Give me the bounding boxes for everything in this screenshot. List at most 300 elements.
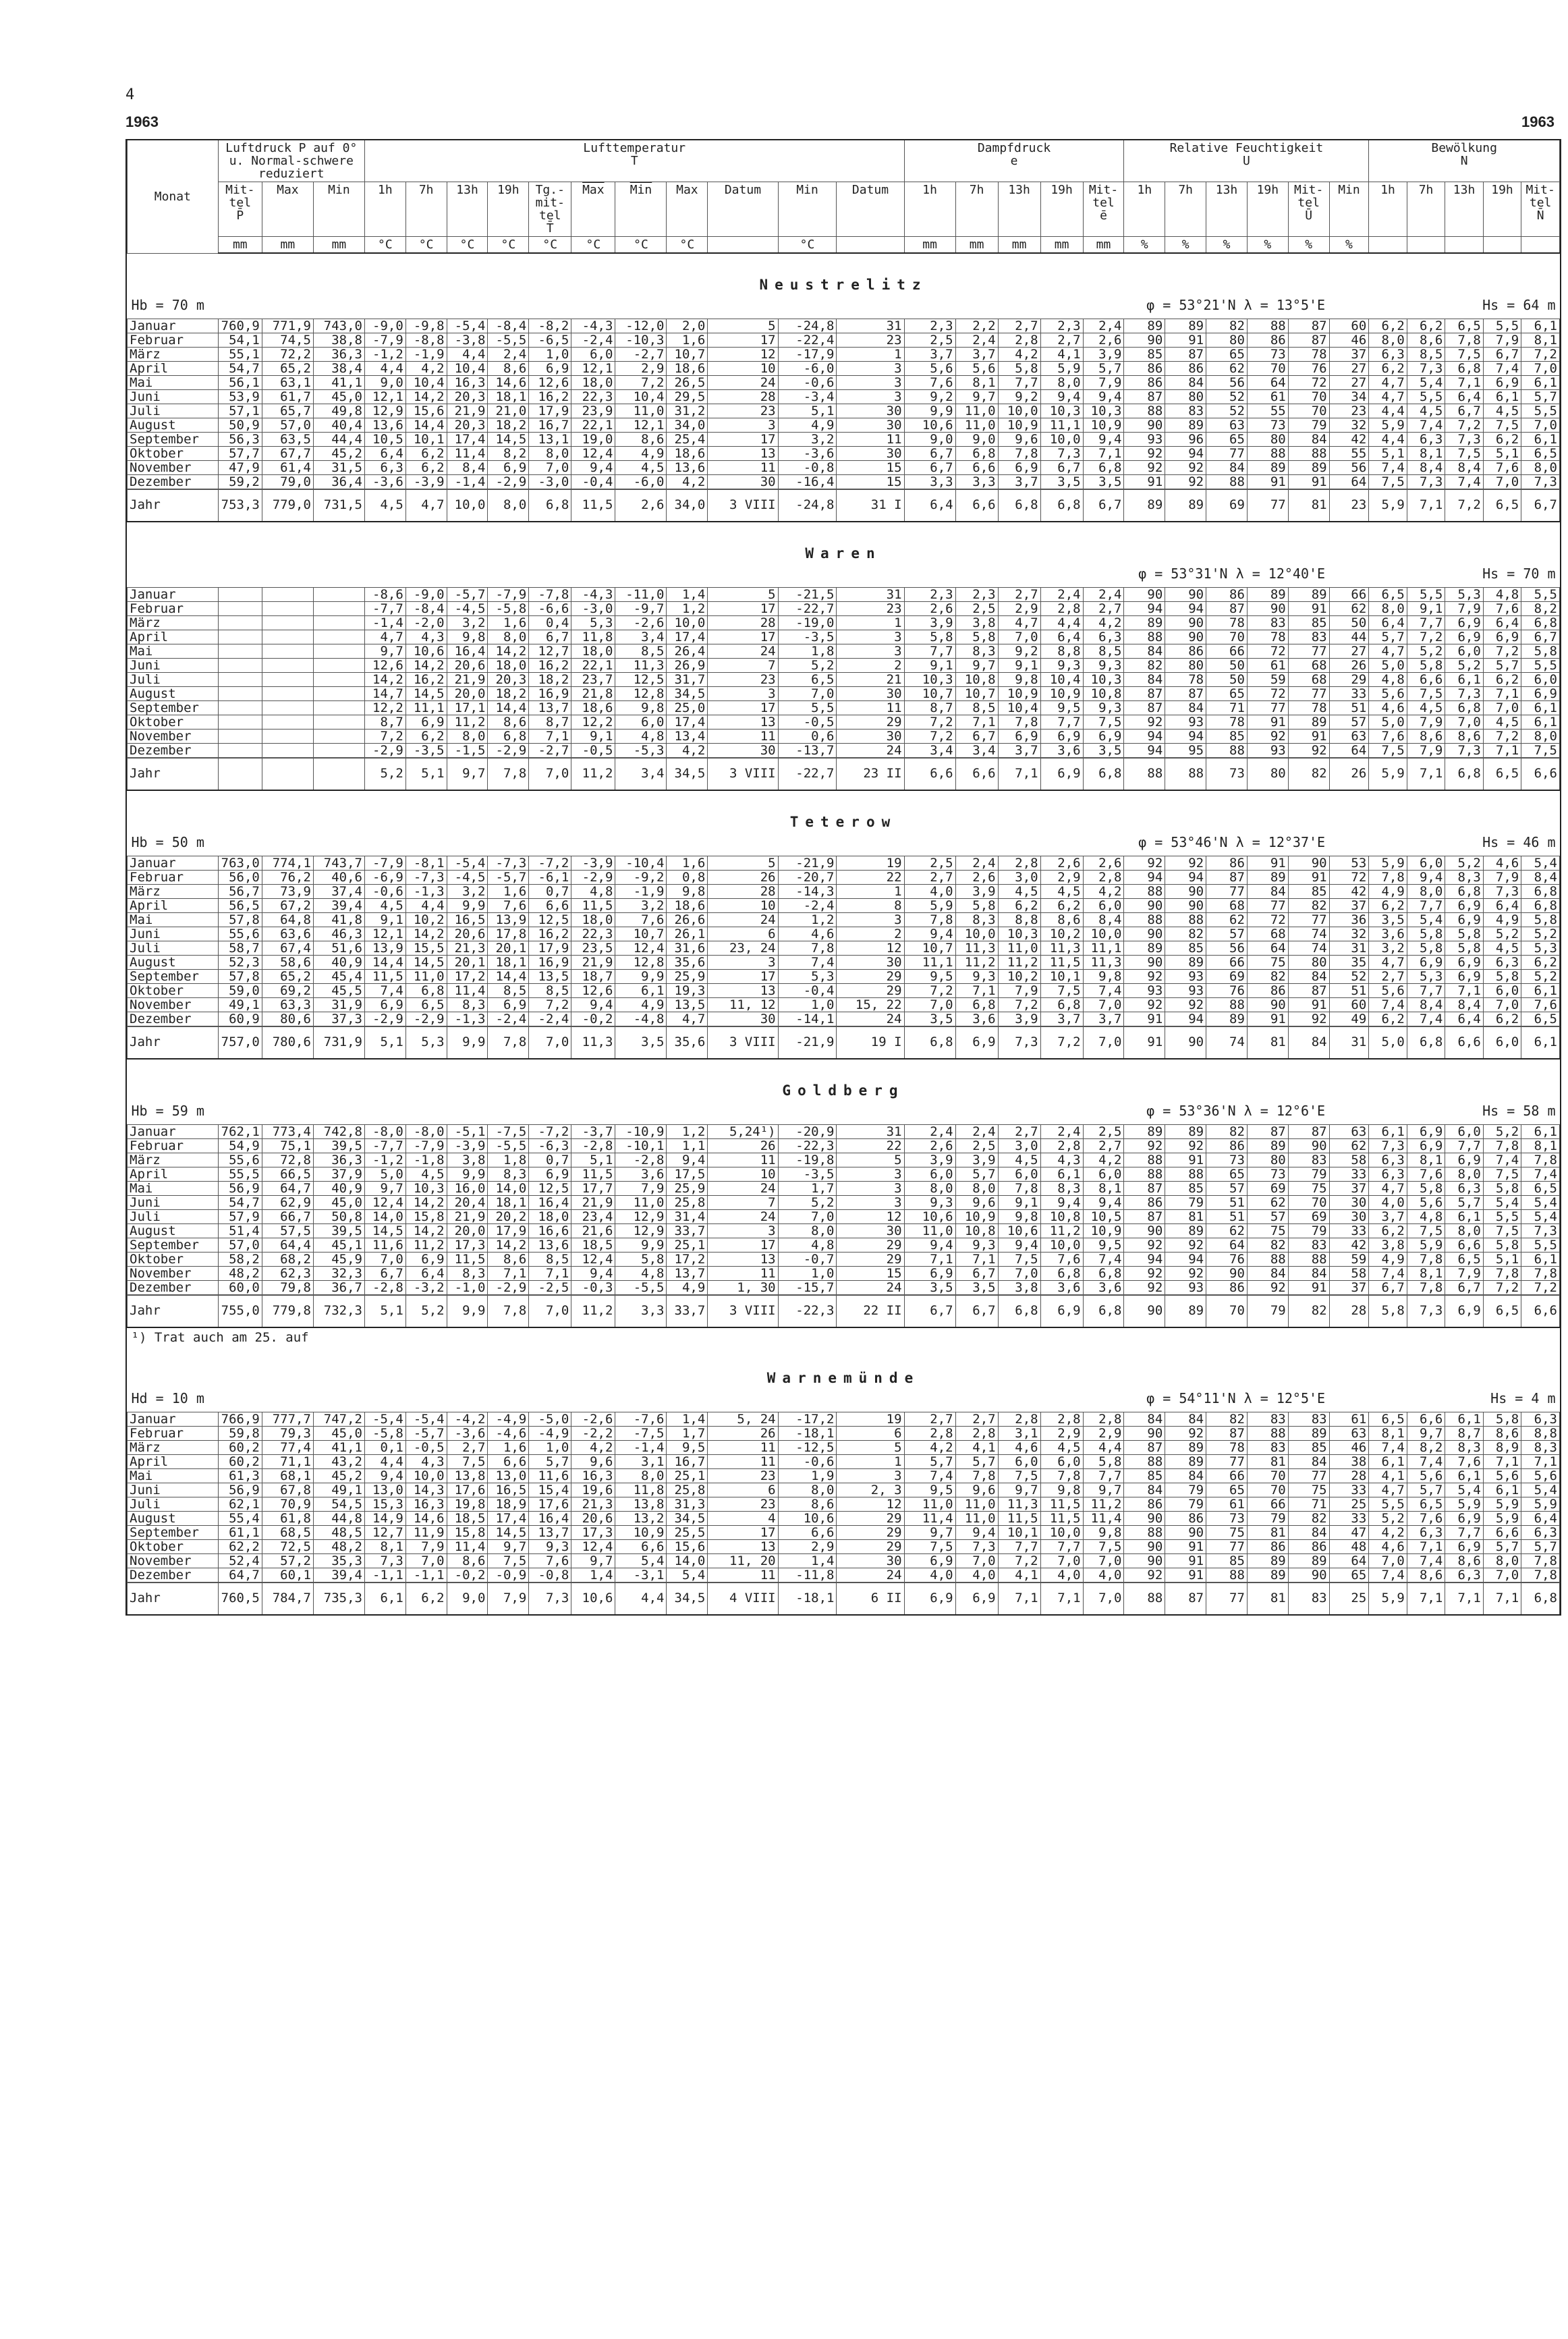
data-cell: 11,0 — [904, 1497, 955, 1512]
data-cell: 8,4 — [1445, 461, 1483, 475]
data-cell: 60,0 — [218, 1281, 262, 1296]
footnote: ¹) Trat auch am 25. auf — [131, 1330, 309, 1345]
data-cell: 14,6 — [488, 376, 529, 390]
year-cell: 760,5 — [218, 1583, 262, 1615]
data-cell: 8,6 — [488, 1253, 529, 1267]
data-cell: 8,0 — [1040, 376, 1083, 390]
data-cell: 7,6 — [1407, 1167, 1445, 1182]
data-cell: 8,1 — [955, 376, 998, 390]
data-cell: -4,3 — [571, 319, 615, 333]
data-cell: 89 — [1165, 1125, 1206, 1139]
data-cell: 54,5 — [313, 1497, 364, 1512]
month-row — [128, 1012, 1560, 1027]
group-cloud — [1369, 140, 1560, 182]
year-cell: 753,3 — [218, 489, 262, 522]
data-cell: -1,1 — [364, 1568, 405, 1583]
data-cell: 5,24¹) — [708, 1125, 778, 1139]
data-cell: 14,0 — [667, 1554, 708, 1568]
data-cell: 7,0 — [364, 1253, 405, 1267]
data-cell: 1,1 — [667, 1139, 708, 1153]
unit-u-7: % — [1165, 237, 1206, 254]
data-cell: 7,6 — [615, 913, 667, 927]
hdr-t-7: 7h — [405, 182, 447, 237]
data-cell: 14,4 — [488, 970, 529, 984]
data-cell: 45,0 — [313, 390, 364, 404]
data-cell: 73 — [1206, 1512, 1248, 1526]
data-cell: 90 — [1124, 1427, 1165, 1441]
data-cell: 91 — [1288, 1281, 1329, 1296]
data-cell: 1 — [837, 885, 904, 899]
data-cell: 5,7 — [1521, 1540, 1560, 1554]
data-cell: 84 — [1288, 1455, 1329, 1469]
data-cell: 63 — [1329, 730, 1369, 744]
data-cell: 12,6 — [364, 659, 405, 673]
data-cell: 30 — [837, 687, 904, 701]
data-cell: 2,7 — [1083, 602, 1124, 616]
data-cell: -4,6 — [488, 1427, 529, 1441]
data-cell: 7,0 — [1483, 701, 1521, 715]
data-cell: 92 — [1247, 1281, 1288, 1296]
data-cell: 89 — [1247, 461, 1288, 475]
data-cell: 10,2 — [1040, 927, 1083, 941]
data-cell: 2,3 — [904, 319, 955, 333]
data-cell: 9,6 — [955, 1483, 998, 1497]
data-cell: 7,5 — [998, 1253, 1040, 1267]
month-row — [128, 404, 1560, 418]
data-cell: 6,8 — [1521, 885, 1560, 899]
data-cell: 11,4 — [447, 1540, 488, 1554]
data-cell: -3,5 — [778, 1167, 837, 1182]
year-cell: 7,1 — [1407, 758, 1445, 790]
data-cell: 6,1 — [1521, 319, 1560, 333]
data-cell: 18,1 — [488, 956, 529, 970]
data-cell: 3,8 — [447, 1153, 488, 1167]
data-cell: 2,7 — [1040, 333, 1083, 348]
data-cell: 89 — [1288, 715, 1329, 730]
data-cell: 56,5 — [218, 899, 262, 913]
data-cell: 11,2 — [447, 715, 488, 730]
data-cell: 28 — [708, 390, 778, 404]
data-cell: 30 — [708, 744, 778, 759]
data-cell: 66 — [1206, 1469, 1248, 1483]
data-cell: 6,9 — [529, 362, 571, 376]
data-cell: 40,9 — [313, 1182, 364, 1196]
data-cell: 19,3 — [667, 984, 708, 998]
data-cell: 94 — [1165, 602, 1206, 616]
data-cell: 83 — [1288, 1412, 1329, 1427]
data-cell: 83 — [1247, 1441, 1288, 1455]
data-cell: 25 — [1329, 1497, 1369, 1512]
data-cell: 52,4 — [218, 1554, 262, 1568]
data-cell: 89 — [1247, 1568, 1288, 1583]
data-cell: 77 — [1206, 1455, 1248, 1469]
data-cell: 7,9 — [1407, 744, 1445, 759]
data-cell: -6,0 — [615, 475, 667, 490]
data-cell: 8,6 — [1040, 913, 1083, 927]
data-cell: 29 — [837, 715, 904, 730]
data-cell: -3,0 — [529, 475, 571, 490]
data-cell: 68 — [1288, 673, 1329, 687]
unit-e-mittel: mm — [1083, 237, 1124, 254]
month-row — [128, 1281, 1560, 1296]
data-cell: 11,5 — [571, 1167, 615, 1182]
data-cell: 16,5 — [488, 1483, 529, 1497]
data-cell: 18,0 — [571, 644, 615, 659]
data-cell: 10,1 — [998, 1526, 1040, 1540]
data-cell: 55 — [1247, 404, 1288, 418]
data-cell: 9,8 — [1083, 970, 1124, 984]
data-cell: 6,1 — [1521, 701, 1560, 715]
data-cell: -11,0 — [615, 588, 667, 602]
data-cell: 0,7 — [529, 885, 571, 899]
data-cell: 62 — [1206, 913, 1248, 927]
data-cell: 7,0 — [405, 1554, 447, 1568]
station-hs: Hs = 64 m — [1482, 297, 1556, 313]
data-cell: 92 — [1124, 715, 1165, 730]
data-cell: 7,5 — [1369, 744, 1407, 759]
data-cell: 9,5 — [904, 970, 955, 984]
data-cell: 86 — [1247, 1540, 1288, 1554]
data-cell: 7,2 — [904, 730, 955, 744]
data-cell: 9,7 — [904, 1526, 955, 1540]
data-cell: 12,4 — [615, 941, 667, 956]
month-label: Februar — [128, 871, 219, 885]
data-cell: 63 — [1329, 1125, 1369, 1139]
data-cell: 21,9 — [447, 673, 488, 687]
data-cell: 5,6 — [1407, 1469, 1445, 1483]
data-cell: 23,9 — [571, 404, 615, 418]
year-left: 1963 — [125, 113, 159, 130]
data-cell: 65,2 — [262, 970, 313, 984]
data-cell: 14,3 — [405, 1483, 447, 1497]
data-cell: 77 — [1247, 899, 1288, 913]
data-cell: 4,4 — [1083, 1441, 1124, 1455]
data-cell: -19,8 — [778, 1153, 837, 1167]
data-cell: 76 — [1206, 984, 1248, 998]
data-cell: 79 — [1247, 1512, 1288, 1526]
data-cell: 29 — [837, 1526, 904, 1540]
data-cell: 5,2 — [778, 659, 837, 673]
month-label: Oktober — [128, 715, 219, 730]
data-cell: 40,6 — [313, 871, 364, 885]
data-cell: 7,7 — [1407, 616, 1445, 630]
data-cell: 12 — [837, 1497, 904, 1512]
data-cell: 12,6 — [529, 376, 571, 390]
data-cell: 9,7 — [364, 644, 405, 659]
data-cell: 32 — [1329, 418, 1369, 433]
data-cell: 6,7 — [1040, 461, 1083, 475]
data-cell: 4,2 — [904, 1441, 955, 1455]
year-cell: 755,0 — [218, 1295, 262, 1327]
data-cell: 9,6 — [998, 433, 1040, 447]
month-row — [128, 1153, 1560, 1167]
data-cell: 84 — [1288, 433, 1329, 447]
station-hb: Hb = 70 m — [131, 297, 204, 313]
data-cell: -5,7 — [405, 1427, 447, 1441]
month-label: Dezember — [128, 1281, 219, 1296]
month-row — [128, 730, 1560, 744]
data-cell: 7,6 — [1040, 1253, 1083, 1267]
data-cell: 15,3 — [364, 1497, 405, 1512]
data-cell: 4,5 — [998, 1153, 1040, 1167]
data-cell: -15,7 — [778, 1281, 837, 1296]
data-cell: 4,2 — [667, 744, 708, 759]
data-cell: 2,9 — [1040, 1427, 1083, 1441]
data-cell: 7,4 — [1407, 1012, 1445, 1027]
data-cell: 60,9 — [218, 1012, 262, 1027]
data-cell: 7,1 — [529, 730, 571, 744]
data-cell: 2,5 — [1083, 1125, 1124, 1139]
hdr-t-tgmittel-label: Tg.-mit-tel — [535, 183, 565, 223]
data-cell: -0,6 — [778, 376, 837, 390]
data-cell: 3,9 — [904, 1153, 955, 1167]
year-cell: 3 VIII — [708, 1026, 778, 1059]
data-cell: 2,8 — [998, 856, 1040, 871]
data-cell: 7,6 — [1521, 998, 1560, 1012]
data-cell — [262, 701, 313, 715]
data-cell: 5,8 — [1483, 1182, 1521, 1196]
data-cell: -0,2 — [571, 1012, 615, 1027]
data-cell: 7,9 — [615, 1182, 667, 1196]
unit-t-min: °C — [778, 237, 837, 254]
data-cell: 4,8 — [1483, 588, 1521, 602]
data-cell — [218, 659, 262, 673]
month-label: Januar — [128, 1125, 219, 1139]
year-cell: 6,6 — [1521, 758, 1560, 790]
data-cell: 1,0 — [778, 1267, 837, 1281]
data-cell: 41,8 — [313, 913, 364, 927]
data-cell: 5,9 — [904, 899, 955, 913]
hdr-n-mittel — [1521, 182, 1560, 237]
data-cell: 31,5 — [313, 461, 364, 475]
data-cell: 4,6 — [998, 1441, 1040, 1455]
data-cell: 763,0 — [218, 856, 262, 871]
data-cell: 7,0 — [1083, 998, 1124, 1012]
year-cell: 4,4 — [615, 1583, 667, 1615]
data-cell: 6,2 — [1369, 899, 1407, 913]
data-cell: 5,1 — [778, 404, 837, 418]
data-cell: 92 — [1165, 856, 1206, 871]
data-cell: 16,2 — [405, 673, 447, 687]
data-cell — [313, 630, 364, 644]
month-row — [128, 1568, 1560, 1583]
group-vapor-label: Dampfdruck — [977, 141, 1051, 155]
data-cell: 18,0 — [571, 913, 615, 927]
data-cell: 6,7 — [529, 630, 571, 644]
data-cell: 58 — [1329, 1153, 1369, 1167]
data-cell: 22 — [837, 871, 904, 885]
data-cell: 85 — [1206, 730, 1248, 744]
data-cell: 7,0 — [1445, 715, 1483, 730]
data-cell: 6,8 — [1083, 461, 1124, 475]
data-cell: 48 — [1329, 1540, 1369, 1554]
year-cell: 731,9 — [313, 1026, 364, 1059]
data-cell: 2,4 — [488, 348, 529, 362]
data-cell: 17 — [708, 701, 778, 715]
data-cell: 12,2 — [364, 701, 405, 715]
data-cell: 12,9 — [615, 1210, 667, 1224]
data-cell: 24 — [708, 913, 778, 927]
year-cell: 6,8 — [1445, 758, 1483, 790]
data-cell: 80,6 — [262, 1012, 313, 1027]
year-cell: 6,8 — [998, 1295, 1040, 1327]
data-cell: 13,6 — [667, 461, 708, 475]
year-cell: -22,3 — [778, 1295, 837, 1327]
hdr-u-19: 19h — [1247, 182, 1288, 237]
data-cell: 6,5 — [1521, 447, 1560, 461]
data-cell: 13,2 — [615, 1512, 667, 1526]
data-cell: 16,3 — [405, 1497, 447, 1512]
data-cell: 7,7 — [1040, 1540, 1083, 1554]
data-cell: 14,2 — [405, 1196, 447, 1210]
data-cell: 51,6 — [313, 941, 364, 956]
hdr-t-tgmittel — [529, 182, 571, 237]
data-cell: 5,5 — [1483, 1210, 1521, 1224]
data-cell: 90 — [1247, 602, 1288, 616]
data-cell: 3,6 — [955, 1012, 998, 1027]
data-cell: 15,8 — [405, 1210, 447, 1224]
data-cell: 14,2 — [405, 927, 447, 941]
data-cell: 9,1 — [1407, 602, 1445, 616]
data-cell: -5,4 — [447, 856, 488, 871]
data-cell: 46 — [1329, 333, 1369, 348]
month-label: Februar — [128, 602, 219, 616]
data-cell: 25,8 — [667, 1196, 708, 1210]
data-cell: 89 — [1247, 1554, 1288, 1568]
data-cell: 86 — [1206, 1281, 1248, 1296]
data-cell: 23,4 — [571, 1210, 615, 1224]
data-cell: 7,0 — [1483, 475, 1521, 490]
data-cell: 8,4 — [1407, 998, 1445, 1012]
data-cell: 49,1 — [313, 1483, 364, 1497]
station-spacer — [128, 790, 1560, 810]
data-cell: 11,1 — [405, 701, 447, 715]
data-cell: 46 — [1329, 1441, 1369, 1455]
data-cell: 37 — [1329, 348, 1369, 362]
year-cell: 80 — [1247, 758, 1288, 790]
data-cell: 12,1 — [364, 390, 405, 404]
data-cell: 1,0 — [778, 998, 837, 1012]
unit-p-max: mm — [262, 237, 313, 254]
data-cell: 79 — [1165, 1497, 1206, 1512]
data-cell: 71,1 — [262, 1455, 313, 1469]
data-cell: 84 — [1206, 461, 1248, 475]
data-cell: 2,8 — [1040, 1412, 1083, 1427]
data-cell: 13,0 — [364, 1483, 405, 1497]
data-cell: 3 — [837, 913, 904, 927]
data-cell: -3,9 — [447, 1139, 488, 1153]
page-number: 4 — [125, 86, 135, 103]
data-cell: 69 — [1288, 1210, 1329, 1224]
data-cell: -24,8 — [778, 319, 837, 333]
data-cell: -8,8 — [405, 333, 447, 348]
data-cell: 1,6 — [488, 1441, 529, 1455]
data-cell: 14,7 — [364, 687, 405, 701]
year-cell: 6,8 — [998, 489, 1040, 522]
data-cell: 15 — [837, 475, 904, 490]
data-cell: 7,5 — [1040, 984, 1083, 998]
year-cell: 6,8 — [1040, 489, 1083, 522]
data-cell: 91 — [1247, 856, 1288, 871]
year-cell: 3,3 — [615, 1295, 667, 1327]
data-cell: 78 — [1247, 630, 1288, 644]
hdr-u-mittel-label: Mit-tel — [1293, 183, 1324, 210]
data-cell: 4,0 — [1369, 1196, 1407, 1210]
data-cell: 8,6 — [615, 433, 667, 447]
data-cell: 8,0 — [1369, 602, 1407, 616]
data-cell: 6,1 — [1521, 1125, 1560, 1139]
data-cell: 65 — [1206, 433, 1248, 447]
year-cell: 4 VIII — [708, 1583, 778, 1615]
data-cell: 13 — [708, 1540, 778, 1554]
year-cell: 3 VIII — [708, 758, 778, 790]
data-cell: 3,9 — [904, 616, 955, 630]
data-cell: 7,0 — [529, 461, 571, 475]
month-label: April — [128, 1167, 219, 1182]
data-cell: 20,3 — [447, 390, 488, 404]
data-cell: 6,5 — [1407, 1497, 1445, 1512]
hdr-n-13: 13h — [1445, 182, 1483, 237]
data-cell: 90 — [1165, 899, 1206, 913]
data-cell: 3,2 — [1369, 941, 1407, 956]
data-cell: -8,4 — [405, 602, 447, 616]
data-cell: 6,1 — [1040, 1167, 1083, 1182]
data-cell: -17,2 — [778, 1412, 837, 1427]
data-cell: 8,5 — [615, 644, 667, 659]
data-cell: 7,2 — [1521, 348, 1560, 362]
data-cell: 87 — [1165, 687, 1206, 701]
data-cell: 6,4 — [1483, 899, 1521, 913]
data-cell: 17,6 — [529, 1497, 571, 1512]
data-cell: 34 — [1329, 390, 1369, 404]
data-cell — [218, 687, 262, 701]
data-cell: 6,6 — [1407, 673, 1445, 687]
data-cell: 6,3 — [1083, 630, 1124, 644]
data-cell: 91 — [1288, 730, 1329, 744]
data-cell: 6,2 — [998, 899, 1040, 913]
data-cell: 5,8 — [1407, 927, 1445, 941]
data-cell: 6,5 — [778, 673, 837, 687]
data-cell: 7,7 — [1083, 1469, 1124, 1483]
data-cell: 33 — [1329, 1483, 1369, 1497]
data-cell: 6,9 — [405, 715, 447, 730]
data-cell: 23 — [708, 404, 778, 418]
data-cell: 90 — [1124, 418, 1165, 433]
data-cell: 25,4 — [667, 433, 708, 447]
data-cell: 66 — [1329, 588, 1369, 602]
data-cell: 7,5 — [1445, 447, 1483, 461]
hdr-u-mittel-sym: Ū — [1305, 209, 1313, 223]
hdr-u-mittel — [1288, 182, 1329, 237]
data-cell: 7,8 — [1521, 1267, 1560, 1281]
unit-p-min: mm — [313, 237, 364, 254]
data-cell: 89 — [1165, 956, 1206, 970]
month-row — [128, 1267, 1560, 1281]
station-spacer — [128, 522, 1560, 541]
data-cell: 91 — [1288, 871, 1329, 885]
month-row — [128, 1455, 1560, 1469]
data-cell: -0,5 — [571, 744, 615, 759]
data-cell: -3,4 — [778, 390, 837, 404]
data-cell: 9,6 — [571, 1455, 615, 1469]
data-cell: 82 — [1288, 1512, 1329, 1526]
data-cell: 90 — [1288, 856, 1329, 871]
data-cell: 91 — [1124, 1012, 1165, 1027]
data-cell: 7,1 — [1483, 687, 1521, 701]
month-row — [128, 970, 1560, 984]
data-cell: 17,4 — [667, 715, 708, 730]
data-cell: 17,4 — [488, 1512, 529, 1526]
